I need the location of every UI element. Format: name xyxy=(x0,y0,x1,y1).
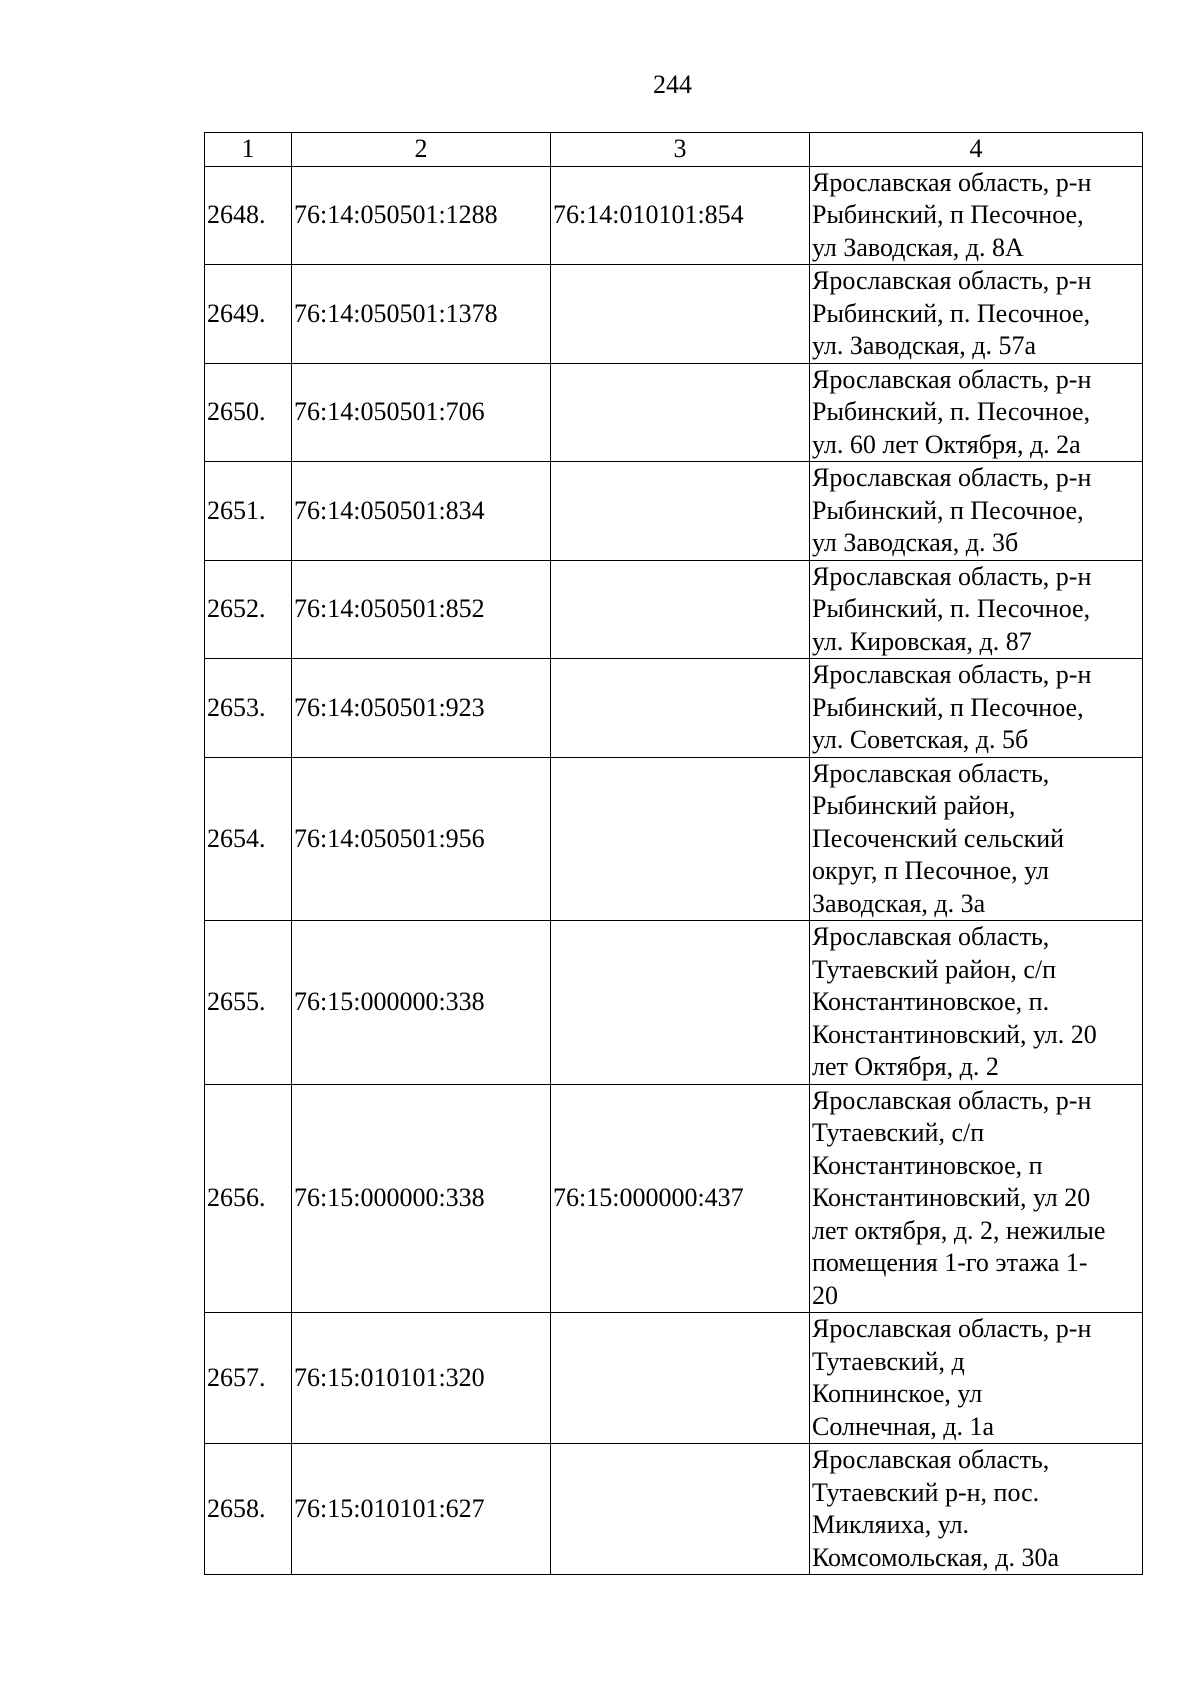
cadastral-number: 76:14:050501:923 xyxy=(292,659,551,758)
related-cadastral-number xyxy=(551,363,810,462)
cadastral-number: 76:14:050501:706 xyxy=(292,363,551,462)
table-row xyxy=(205,659,1143,758)
related-cadastral-number xyxy=(551,921,810,1085)
row-number: 2656. xyxy=(205,1084,292,1313)
address: Ярославская область, р-н Рыбинский, п. Песочное, ул. Заводская, д. 57а xyxy=(810,265,1143,364)
related-cadastral-number xyxy=(551,560,810,659)
table-row xyxy=(205,1084,1143,1313)
table-row xyxy=(205,1444,1143,1575)
table-row xyxy=(205,560,1143,659)
row-number: 2655. xyxy=(205,921,292,1085)
related-cadastral-number xyxy=(551,1313,810,1444)
address: Ярославская область, р-н Тутаевский, с/п Константиновское, п Константиновский, ул 20 лет октября, д. 2, нежилые помещения 1-го этажа 1- 20 xyxy=(810,1084,1143,1313)
table-row xyxy=(205,363,1143,462)
address: Ярославская область, Рыбинский район, Песоченский сельский округ, п Песочное, ул Заводская, д. 3а xyxy=(810,757,1143,921)
related-cadastral-number xyxy=(551,757,810,921)
table-row xyxy=(205,1313,1143,1444)
table-row xyxy=(205,757,1143,921)
table-row xyxy=(205,462,1143,561)
cadastral-number: 76:15:000000:338 xyxy=(292,1084,551,1313)
address: Ярославская область, Тутаевский район, с/п Константиновское, п. Константиновский, ул. 20 лет Октября, д. 2 xyxy=(810,921,1143,1085)
table-row xyxy=(205,265,1143,364)
address: Ярославская область, р-н Рыбинский, п Песочное, ул. Советская, д. 5б xyxy=(810,659,1143,758)
related-cadastral-number: 76:15:000000:437 xyxy=(551,1084,810,1313)
cadastral-number: 76:14:050501:1378 xyxy=(292,265,551,364)
address: Ярославская область, р-н Рыбинский, п. Песочное, ул. Кировская, д. 87 xyxy=(810,560,1143,659)
related-cadastral-number xyxy=(551,659,810,758)
row-number: 2648. xyxy=(205,166,292,265)
related-cadastral-number xyxy=(551,1444,810,1575)
address: Ярославская область, р-н Рыбинский, п Песочное, ул Заводская, д. 3б xyxy=(810,462,1143,561)
table-row xyxy=(205,921,1143,1085)
page-number: 244 xyxy=(653,70,692,99)
cadastral-number: 76:14:050501:834 xyxy=(292,462,551,561)
registry-table xyxy=(204,132,1143,1575)
row-number: 2653. xyxy=(205,659,292,758)
table-row xyxy=(205,166,1143,265)
related-cadastral-number xyxy=(551,462,810,561)
address: Ярославская область, р-н Рыбинский, п Песочное, ул Заводская, д. 8А xyxy=(810,166,1143,265)
row-number: 2657. xyxy=(205,1313,292,1444)
header-row xyxy=(205,133,1143,167)
address: Ярославская область, Тутаевский р-н, пос. Микляиха, ул. Комсомольская, д. 30а xyxy=(810,1444,1143,1575)
column-header-4: 4 xyxy=(810,133,1143,167)
cadastral-number: 76:14:050501:956 xyxy=(292,757,551,921)
column-header-1: 1 xyxy=(205,133,292,167)
related-cadastral-number: 76:14:010101:854 xyxy=(551,166,810,265)
cadastral-number: 76:14:050501:1288 xyxy=(292,166,551,265)
row-number: 2650. xyxy=(205,363,292,462)
cadastral-number: 76:14:050501:852 xyxy=(292,560,551,659)
row-number: 2658. xyxy=(205,1444,292,1575)
row-number: 2649. xyxy=(205,265,292,364)
address: Ярославская область, р-н Рыбинский, п. Песочное, ул. 60 лет Октября, д. 2а xyxy=(810,363,1143,462)
related-cadastral-number xyxy=(551,265,810,364)
row-number: 2654. xyxy=(205,757,292,921)
row-number: 2651. xyxy=(205,462,292,561)
row-number: 2652. xyxy=(205,560,292,659)
column-header-3: 3 xyxy=(551,133,810,167)
cadastral-number: 76:15:010101:627 xyxy=(292,1444,551,1575)
column-header-2: 2 xyxy=(292,133,551,167)
cadastral-number: 76:15:010101:320 xyxy=(292,1313,551,1444)
cadastral-number: 76:15:000000:338 xyxy=(292,921,551,1085)
address: Ярославская область, р-н Тутаевский, д Копнинское, ул Солнечная, д. 1а xyxy=(810,1313,1143,1444)
